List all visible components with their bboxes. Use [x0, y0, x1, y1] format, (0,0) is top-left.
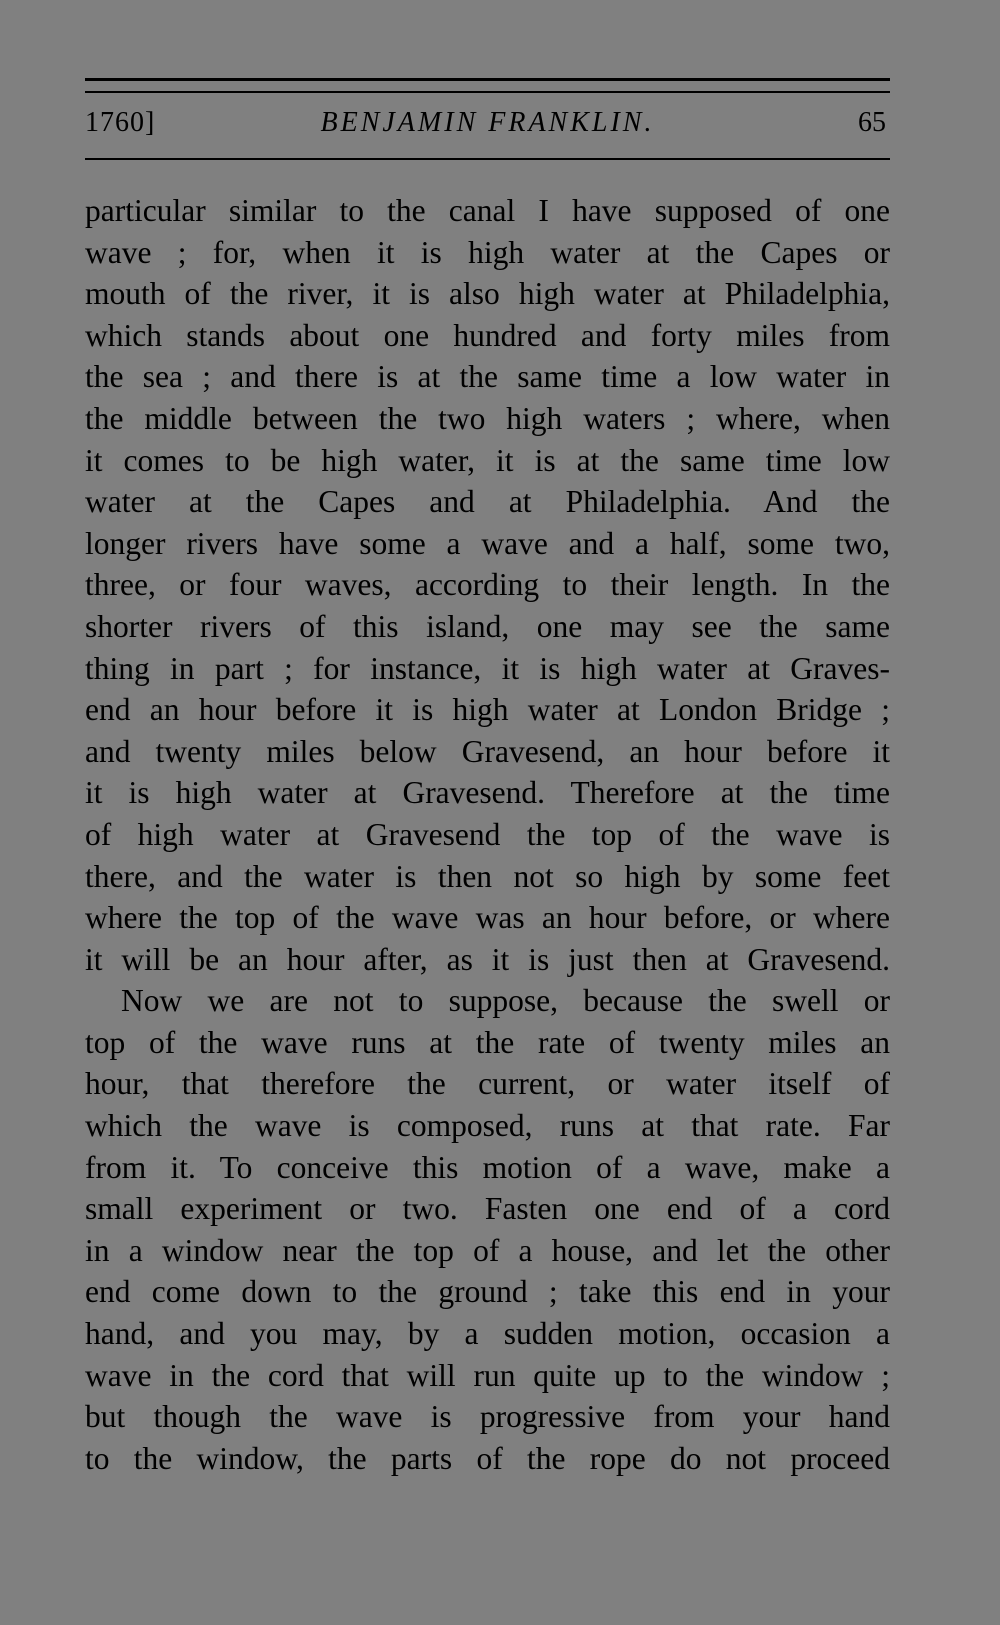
header-rule-bottom — [85, 158, 890, 160]
body-text — [85, 190, 890, 1479]
text-line: it is high water at Gravesend. Therefore at the time — [85, 775, 890, 811]
text-line: water at the Capes and at Philadelphia. And the — [85, 484, 890, 520]
text-line: wave in the cord that will run quite up to the window ; — [85, 1357, 890, 1393]
text-line: and twenty miles below Gravesend, an hour before it — [85, 733, 890, 769]
text-line: of high water at Gravesend the top of the wave is — [85, 816, 890, 852]
text-line: which stands about one hundred and forty miles from — [85, 317, 890, 353]
text-line: top of the wave runs at the rate of twenty miles an — [85, 1024, 890, 1060]
text-line: in a window near the top of a house, and let the other — [85, 1232, 890, 1268]
running-head — [85, 93, 890, 153]
text-line: Now we are not to suppose, because the swell or — [121, 983, 890, 1019]
text-line: shorter rivers of this island, one may see the same — [85, 608, 890, 644]
book-page — [85, 78, 890, 1479]
text-line: from it. To conceive this motion of a wave, make a — [85, 1149, 890, 1185]
text-line: mouth of the river, it is also high water at Philadelphia, — [85, 276, 890, 312]
running-head-title: BENJAMIN FRANKLIN. — [320, 107, 655, 138]
text-line: there, and the water is then not so high by some feet — [85, 858, 890, 894]
text-line: small experiment or two. Fasten one end of a cord — [85, 1191, 890, 1227]
text-line: particular similar to the canal I have supposed of one — [85, 193, 890, 228]
text-line: but though the wave is progressive from your hand — [85, 1399, 890, 1435]
text-line: end an hour before it is high water at London Bridge ; — [85, 692, 890, 728]
text-line: the middle between the two high waters ; where, when — [85, 400, 890, 436]
header-rule-thick — [85, 78, 890, 81]
text-line: which the wave is composed, runs at that rate. Far — [85, 1108, 890, 1144]
text-line: where the top of the wave was an hour before, or where — [85, 900, 890, 936]
text-line: thing in part ; for instance, it is high water at Graves- — [85, 650, 890, 686]
text-line: hour, that therefore the current, or water itself of — [85, 1066, 890, 1102]
text-line: to the window, the parts of the rope do not proceed — [85, 1440, 890, 1476]
running-head-year: 1760] — [85, 107, 156, 138]
text-line: the sea ; and there is at the same time a low water in — [85, 359, 890, 395]
text-line: longer rivers have some a wave and a half, some two, — [85, 525, 890, 561]
text-line: wave ; for, when it is high water at the Capes or — [85, 234, 890, 270]
text-line: end come down to the ground ; take this end in your — [85, 1274, 890, 1310]
text-line: three, or four waves, according to their length. In the — [85, 567, 890, 603]
text-line: hand, and you may, by a sudden motion, occasion a — [85, 1316, 890, 1352]
page-number: 65 — [858, 107, 886, 138]
text-line: it comes to be high water, it is at the same time low — [85, 442, 890, 478]
text-line: it will be an hour after, as it is just then at Gravesend. — [85, 941, 890, 977]
